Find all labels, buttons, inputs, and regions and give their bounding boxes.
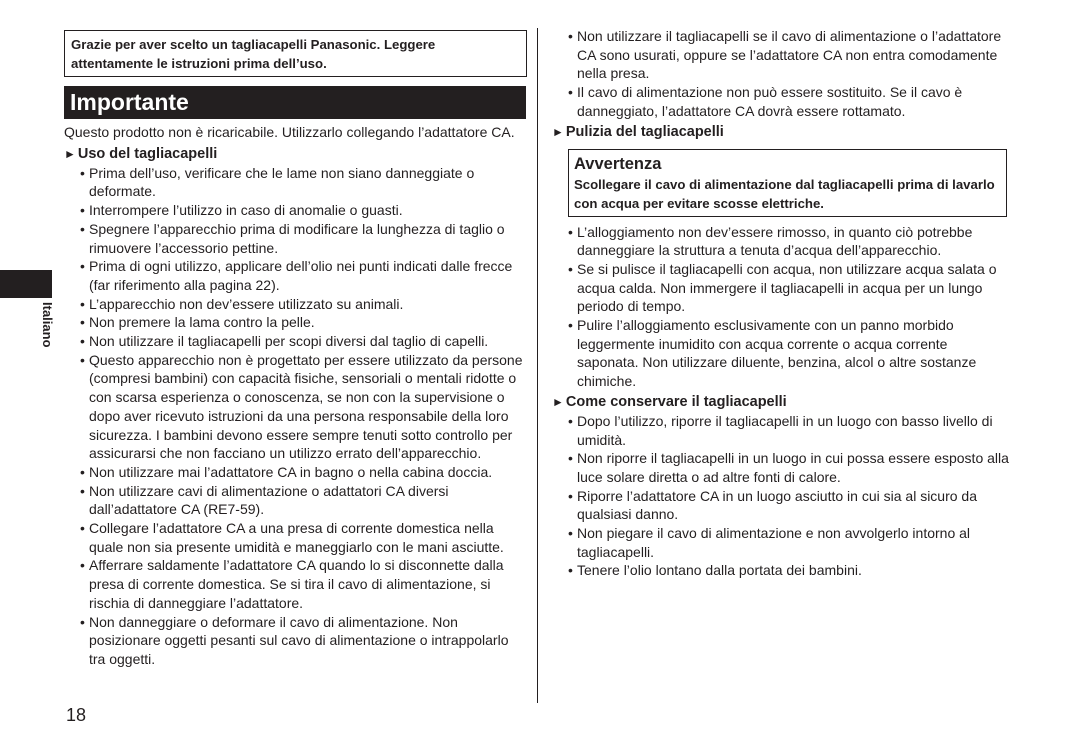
arrow-icon: ► — [64, 146, 76, 161]
section-title-conservare: ► Come conservare il tagliacapelli — [552, 393, 787, 410]
list-item: • Dopo l’utilizzo, riporre il tagliacapelli in un luogo con basso livello di umidità. — [568, 412, 993, 448]
list-item: • Questo apparecchio non è progettato per essere utilizzato da persone (compresi bambini) con capacità fisiche, sensoriali o mentali ridotte o con scarsa esperienza o conoscenza, se non con la supervisione o dopo aver ricevuto istruzioni da una persona responsabile della loro sicurezza. I bambini devono essere sempre tenuti sotto controllo per assicurarsi che non facciano un utilizzo errato dell’apparecchio. — [80, 351, 523, 462]
list-item: • Non utilizzare mai l’adattatore CA in bagno o nella cabina doccia. — [80, 463, 493, 480]
uso-list-continued — [552, 27, 1012, 121]
pulizia-list — [552, 223, 1012, 391]
arrow-icon: ► — [552, 394, 564, 409]
list-item: • Tenere l’olio lontano dalla portata dei bambini. — [568, 562, 862, 579]
list-item: • Interrompere l’utilizzo in caso di anomalie o guasti. — [80, 202, 403, 219]
list-item: • Prima dell’uso, verificare che le lame non siano danneggiate o deformate. — [80, 164, 475, 200]
warning-box — [568, 149, 1007, 217]
list-item: • Il cavo di alimentazione non può essere sostituito. Se il cavo è danneggiato, l’adattatore CA dovrà essere rottamato. — [568, 84, 963, 119]
lead-paragraph: Questo prodotto non è ricaricabile. Utilizzarlo collegando l’adattatore CA. — [64, 124, 515, 140]
arrow-icon: ► — [552, 124, 564, 139]
page-heading: Importante — [64, 86, 526, 119]
list-item: • Afferrare saldamente l’adattatore CA quando lo si disconnette dalla presa di corrente domestica. Se si tira il cavo di alimentazione, si rischia di danneggiare l’adattatore. — [80, 557, 504, 611]
section-title-uso: ► Uso del tagliacapelli — [64, 145, 218, 162]
left-column — [64, 123, 526, 669]
warning-title: Avvertenza — [574, 154, 662, 173]
list-item: • Pulire l’alloggiamento esclusivamente con un panno morbido leggermente inumidito con acqua corrente o acqua corrente saponata. Non utilizzare diluente, benzina, alcol o altre sostanze chimiche. — [568, 317, 977, 390]
section-title-pulizia: ► Pulizia del tagliacapelli — [552, 123, 724, 140]
list-item: • Non utilizzare il tagliacapelli per scopi diversi dal taglio di capelli. — [80, 333, 489, 350]
list-item: • Non utilizzare cavi di alimentazione o adattatori CA diversi dall’adattatore CA (RE7-59). — [80, 482, 449, 518]
list-item: • Non premere la lama contro la pelle. — [80, 314, 315, 331]
language-label: Italiano — [40, 302, 55, 348]
list-item: • L’apparecchio non dev’essere utilizzato su animali. — [80, 295, 404, 312]
intro-note: Grazie per aver scelto un tagliacapelli Panasonic. Leggere attentamente le istruzioni prima dell’uso. — [64, 30, 527, 77]
list-item: • Riporre l’adattatore CA in un luogo asciutto in cui sia al sicuro da qualsiasi danno. — [568, 487, 977, 523]
language-tab-marker — [0, 270, 52, 298]
right-column — [552, 27, 1012, 580]
page-number: 18 — [66, 705, 87, 725]
warning-text: Scollegare il cavo di alimentazione dal tagliacapelli prima di lavarlo con acqua per evitare scosse elettriche. — [574, 176, 995, 211]
list-item: • Non riporre il tagliacapelli in un luogo in cui possa essere esposto alla luce solare diretta o ad altre fonti di calore. — [568, 450, 1009, 485]
conservare-list — [552, 412, 1012, 580]
list-item: • Non piegare il cavo di alimentazione e non avvolgerlo intorno al tagliacapelli. — [568, 525, 971, 560]
list-item: • Spegnere l’apparecchio prima di modificare la lunghezza di taglio o rimuovere l’accessorio pettine. — [80, 220, 505, 256]
uso-list — [64, 164, 526, 669]
list-item: • Non danneggiare o deformare il cavo di alimentazione. Non posizionare oggetti pesanti sul cavo di alimentazione o intrappolarlo tra oggetti. — [80, 613, 509, 667]
list-item: • Collegare l’adattatore CA a una presa di corrente domestica nella quale non sia presente umidità e maneggiarlo con le mani asciutte. — [80, 520, 504, 555]
list-item: • Se si pulisce il tagliacapelli con acqua, non utilizzare acqua salata o acqua calda. Non immergere il tagliacapelli in acqua per un lungo periodo di tempo. — [568, 260, 997, 315]
column-divider — [537, 28, 538, 703]
list-item: • Non utilizzare il tagliacapelli se il cavo di alimentazione o l’adattatore CA sono usurati, oppure se l’adattatore CA non entra comodamente nella presa. — [568, 28, 1002, 82]
list-item: • L’alloggiamento non dev’essere rimosso, in quanto ciò potrebbe danneggiare la struttura a tenuta d’acqua dell’apparecchio. — [568, 223, 973, 259]
list-item: • Prima di ogni utilizzo, applicare dell’olio nei punti indicati dalle frecce (far riferimento alla pagina 22). — [80, 258, 513, 293]
